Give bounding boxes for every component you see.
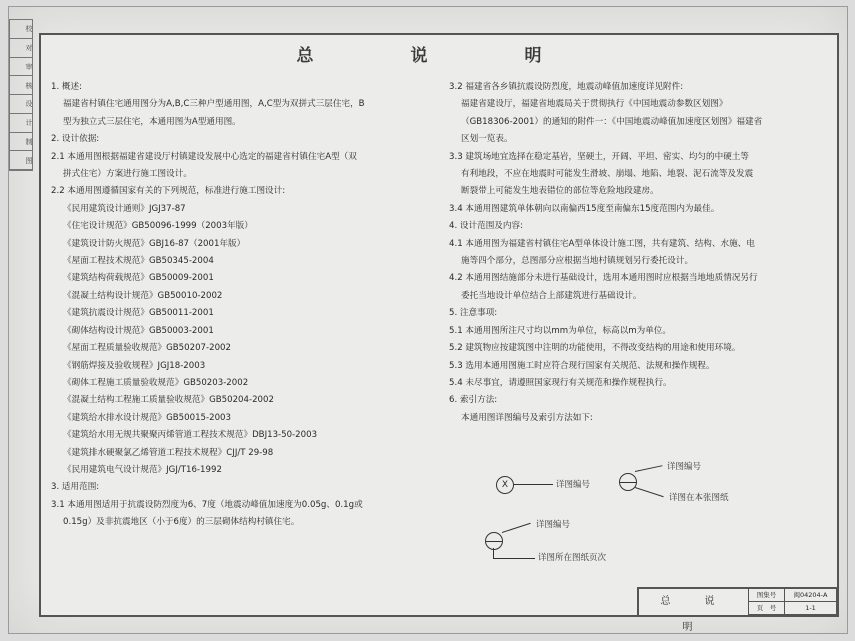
text-line: 2. 设计依据: <box>51 134 100 145</box>
atlas-label: 图集号 <box>749 589 785 602</box>
binding-cell: 计 <box>10 114 32 133</box>
index-circle-split-2 <box>485 532 503 550</box>
text-line: 型为独立式三层住宅，本通用图为A型通用图。 <box>63 116 241 127</box>
text-line: 福建省建设厅，福建省地震局关于贯彻执行《中国地震动参数区划图》 <box>461 99 728 110</box>
binding-cell: 对 <box>10 39 32 58</box>
binding-cell: 制 <box>10 133 32 152</box>
binding-cell: 核 <box>10 76 32 95</box>
text-line: 区划一览表。 <box>461 134 513 145</box>
right-column <box>449 79 827 427</box>
text-line: 施等四个部分，总图部分应根据当地村镇规划另行委托设计。 <box>461 256 694 267</box>
text-line: 《建筑给水用无规共聚聚丙烯管道工程技术规范》DBJ13-50-2003 <box>63 430 318 441</box>
text-line: 0.15g）及非抗震地区（小于6度）的三层砌体结构村镇住宅。 <box>63 517 300 528</box>
text-line: 《钢筋焊接及验收规程》JGJ18-2003 <box>63 360 206 371</box>
title-block-name: 总 说 明 <box>639 589 749 615</box>
text-line: 4.2 本通用图结施部分未进行基础设计，选用本通用图时应根据当地地质情况另行 <box>449 273 758 284</box>
left-column <box>51 79 446 532</box>
text-line: 断裂带上可能发生地表错位的部位等危险地段建房。 <box>461 186 659 197</box>
drawing-frame <box>39 33 839 633</box>
text-line: 《建筑排水硬聚氯乙烯管道工程技术规程》CJJ/T 29-98 <box>63 447 274 458</box>
legend-label-detail-number-3: 详图编号 <box>536 520 571 530</box>
text-line: 《民用建筑电气设计规范》JGJ/T16-1992 <box>63 464 222 475</box>
text-line: 《建筑抗震设计规范》GB50011-2001 <box>63 308 214 319</box>
text-line: 3.4 本通用图建筑单体朝向以南偏西15度至南偏东15度范围内为最佳。 <box>449 203 720 214</box>
text-line: 本通用图详图编号及索引方法如下: <box>461 412 593 423</box>
binding-cell: 图 <box>10 151 32 170</box>
title-block <box>637 587 837 633</box>
atlas-value: 闽04204-A <box>785 589 837 602</box>
legend-label-same-sheet: 详图在本张图纸 <box>669 493 729 503</box>
text-line: 5. 注意事项: <box>449 308 498 319</box>
text-line: 福建省村镇住宅通用图分为A,B,C三种户型通用图，A,C型为双拼式三层住宅，B <box>63 99 365 110</box>
binding-cell: 设 <box>10 95 32 114</box>
text-line: 有利地段，不应在地震时可能发生滑坡、崩塌、地陷、地裂、泥石流等及发震 <box>461 169 754 180</box>
text-line: 《屋面工程质量验收规范》GB50207-2002 <box>63 343 231 354</box>
text-line: 2.2 本通用图遵循国家有关的下列规范，标准进行施工图设计: <box>51 186 286 197</box>
text-line: 6. 索引方法: <box>449 395 498 406</box>
legend-label-detail-number-2: 详图编号 <box>667 462 702 472</box>
text-line: 5.2 建筑物应按建筑图中注明的功能使用，不得改变结构的用途和使用环境。 <box>449 343 741 354</box>
text-line: 2.1 本通用图根据福建省建设厅村镇建设发展中心选定的福建省村镇住宅A型（双 <box>51 151 357 162</box>
text-line: 《砌体工程施工质量验收规范》GB50203-2002 <box>63 377 249 388</box>
text-line: 《混凝土结构工程施工质量验收规范》GB50204-2002 <box>63 395 274 406</box>
page-title: 总 说 明 <box>296 46 582 66</box>
text-line: 《混凝土结构设计规范》GB50010-2002 <box>63 290 223 301</box>
text-line: 5.1 本通用图所注尺寸均以mm为单位，标高以m为单位。 <box>449 325 671 336</box>
text-line: 《建筑设计防火规范》GBJ16-87（2001年版） <box>63 238 246 249</box>
index-circle-split <box>619 473 637 491</box>
text-line: 拼式住宅）方案进行施工图设计。 <box>63 169 192 180</box>
binding-cell: 审 <box>10 58 32 77</box>
binding-strip <box>9 19 33 171</box>
text-line: 3.1 本通用图适用于抗震设防烈度为6、7度（地震动峰值加速度为0.05g、0.1g或 <box>51 499 363 510</box>
text-line: 5.3 选用本通用图施工时应符合现行国家有关规范、法规和操作规程。 <box>449 360 715 371</box>
page-label: 页 号 <box>749 602 785 615</box>
page-value: 1-1 <box>785 602 837 615</box>
text-line: 委托当地设计单位结合上部建筑进行基础设计。 <box>461 290 642 301</box>
text-line: 《建筑给水排水设计规范》GB50015-2003 <box>63 412 231 423</box>
index-circle-simple: X <box>496 476 514 494</box>
text-line: 5.4 未尽事宜，请遵照国家现行有关规范和操作规程执行。 <box>449 377 672 388</box>
text-line: 3.3 建筑场地宜选择在稳定基岩，坚硬土，开阔、平坦、密实、均匀的中硬土等 <box>449 151 749 162</box>
text-line: （GB18306-2001）的通知的附件一：《中国地震动峰值加速度区划图》福建省 <box>461 116 763 127</box>
text-line: 《建筑结构荷载规范》GB50009-2001 <box>63 273 214 284</box>
text-line: 3. 适用范围: <box>51 482 100 493</box>
text-line: 3.2 福建省各乡镇抗震设防烈度，地震动峰值加速度详见附件: <box>449 82 684 92</box>
text-line: 《砌体结构设计规范》GB50003-2001 <box>63 325 214 336</box>
drawing-sheet <box>8 6 848 634</box>
text-line: 1. 概述: <box>51 82 83 92</box>
text-line: 4. 设计范围及内容: <box>449 221 523 232</box>
text-line: 4.1 本通用图为福建省村镇住宅A型单体设计施工图，共有建筑、结构、水施、电 <box>449 238 755 249</box>
legend-label-detail-number: 详图编号 <box>556 480 591 490</box>
binding-cell: 校 <box>10 20 32 39</box>
text-line: 《住宅设计规范》GB50096-1999（2003年版） <box>63 221 253 232</box>
text-line: 《民用建筑设计通则》JGJ37-87 <box>63 203 186 214</box>
legend-label-sheet-page: 详图所在图纸页次 <box>538 553 607 563</box>
text-line: 《屋面工程技术规范》GB50345-2004 <box>63 256 214 267</box>
